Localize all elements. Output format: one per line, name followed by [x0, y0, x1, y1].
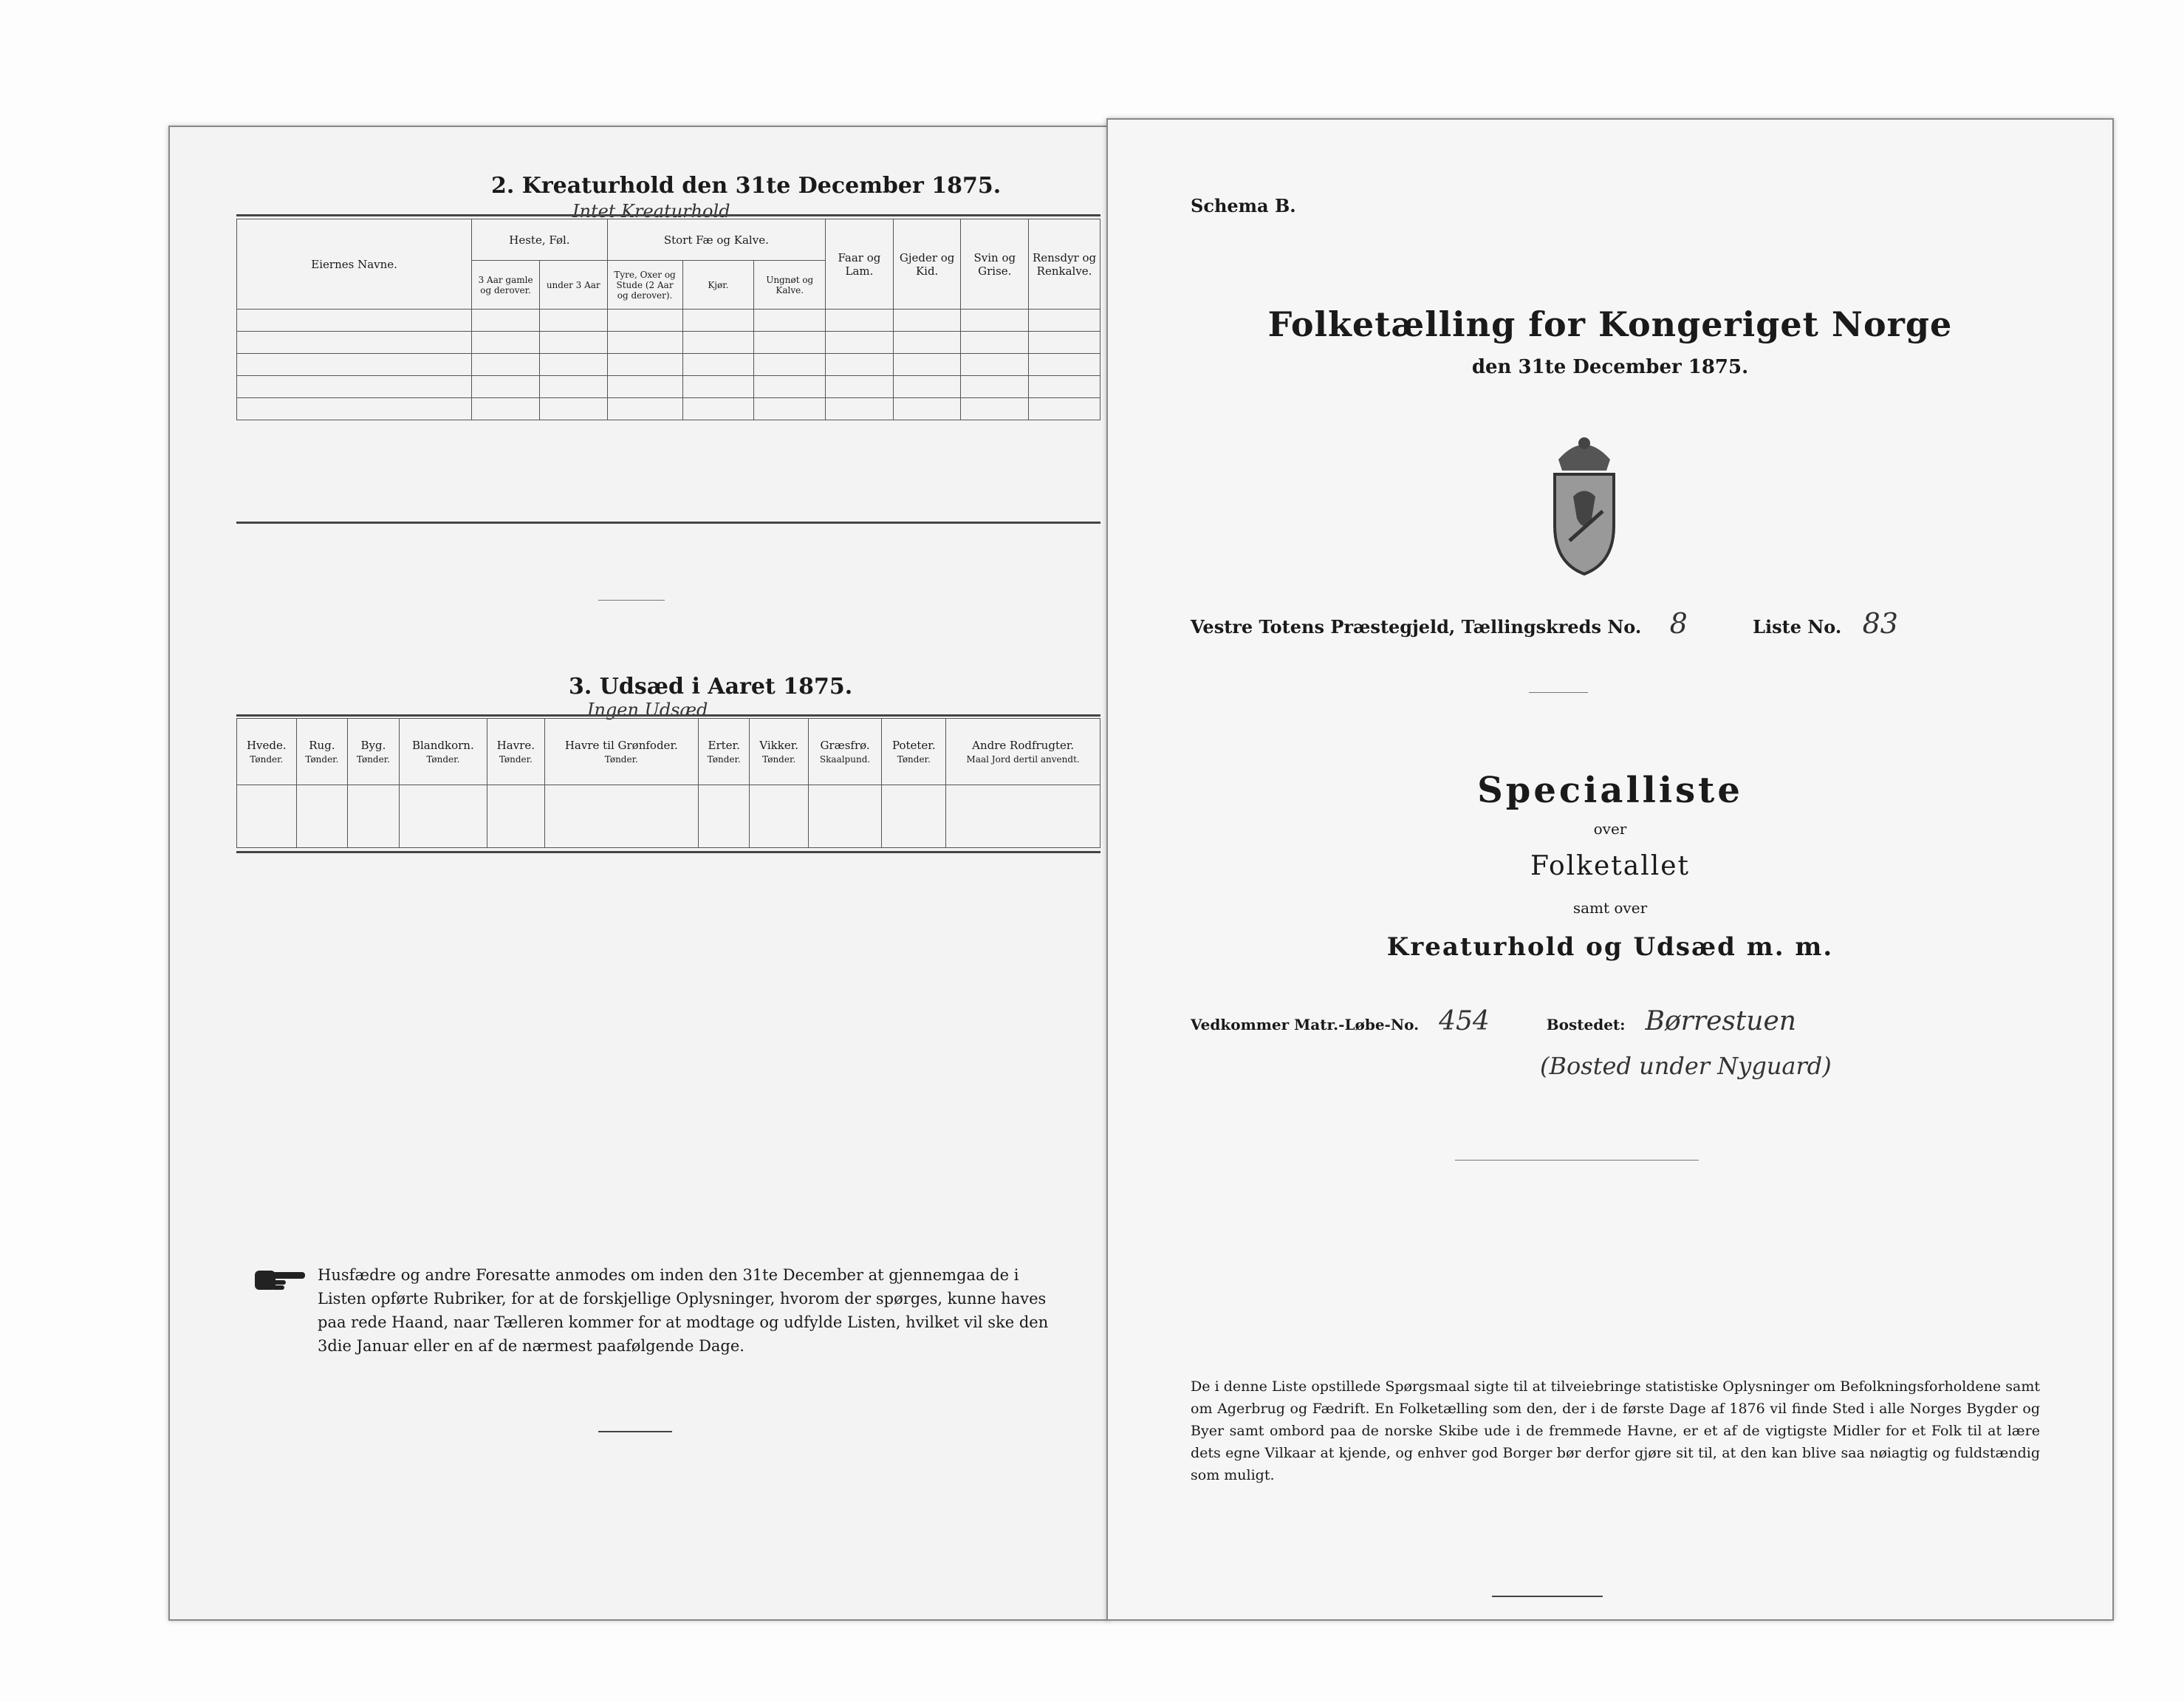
prestegjeld-line — [1191, 607, 2077, 640]
unit-vikker: Tønder. — [762, 753, 796, 765]
ungnot-header: Ungnøt og Kalve. — [766, 274, 814, 295]
heste-3aar-header: 3 Aar gamle og derover. — [478, 274, 533, 295]
unit-erter: Tønder. — [707, 753, 741, 765]
schema-label: Schema B. — [1191, 195, 1296, 216]
kreaturhold-title: Kreaturhold og Udsæd m. m. — [1386, 932, 1834, 962]
kjor-header: Kjør. — [708, 279, 729, 290]
census-title: Folketælling for Kongeriget Norge — [1267, 304, 1953, 344]
footer-explanation: De i denne Liste opstillede Spørgsmaal sigte til at tilveiebringe statistiske Oplysninger om Befolkningsforholdene samt om Agerbrug og Fædrift. En Folketælling som den, der i de første Dage af 1876 vil finde Sted i alle Norges Bygder og Byer samt ombord paa de norske Skibe ude i de fremmede Havne, er et af de vigtigste Midler for et Folk til at lære dets egne Vilkaar at kjende, og enhver god Borger bør derfor gjøre sit til, at den kan blive saa nøiagtig og fuldstændig som muligt. — [1191, 1378, 2040, 1483]
bosted-value: Børrestuen — [1645, 1006, 1796, 1036]
section2-handwritten-note: Intet Kreaturhold — [572, 201, 730, 222]
samt-over-text: samt over — [1572, 899, 1648, 917]
svin-header: Svin og Grise. — [973, 250, 1016, 278]
notice-text: Husfædre og andre Foresatte anmodes om inden den 31te December at gjennemgaa de i Listen opførte Rubriker, for at de forskjellige Oplysninger, hvorom der spørges, kunne haves paa rede Haand, naar Tælleren kommer for at modtage og udfylde Listen, hvilket vil ske den 3die Januar eller en af de nærmest paafølgende Dage. — [318, 1266, 1049, 1355]
seed-table — [236, 718, 1100, 848]
col-erter: Erter. — [708, 738, 740, 752]
col-hvede: Hvede. — [246, 738, 287, 752]
folketallet-title: Folketallet — [1530, 851, 1691, 881]
tyre-header: Tyre, Oxer og Stude (2 Aar og derover). — [614, 269, 676, 301]
col-andre-rodfrugter: Andre Rodfrugter. — [972, 738, 1075, 752]
section3-handwritten-note: Ingen Udsæd — [587, 700, 708, 720]
section3-title: 3. Udsæd i Aaret 1875. — [569, 674, 853, 700]
livestock-table — [236, 219, 1100, 420]
unit-rug: Tønder. — [305, 753, 339, 765]
census-date: den 31te December 1875. — [1471, 356, 1749, 378]
unit-poteter: Tønder. — [897, 753, 931, 765]
unit-graesfro: Skaalpund. — [819, 753, 871, 765]
heste-under3-header: under 3 Aar — [546, 279, 600, 290]
unit-andre-rodfrugter: Maal Jord dertil anvendt. — [966, 753, 1080, 765]
bosted-note: (Bosted under Nyguard) — [1540, 1052, 1832, 1080]
liste-label: Liste No. — [1753, 616, 1842, 638]
col-blandkorn: Blandkorn. — [411, 738, 474, 752]
over-text: over — [1593, 820, 1627, 838]
col-byg: Byg. — [360, 738, 386, 752]
kreds-number: 8 — [1669, 607, 1688, 640]
coat-of-arms-icon — [1529, 430, 1640, 578]
matr-number: 454 — [1439, 1006, 1490, 1036]
stort-fae-header: Stort Fæ og Kalve. — [663, 233, 769, 247]
right-page — [1106, 118, 2114, 1621]
liste-number: 83 — [1862, 607, 1898, 640]
left-page — [168, 126, 1109, 1621]
col-vikker: Vikker. — [759, 738, 799, 752]
section2-title: 2. Kreaturhold den 31te December 1875. — [491, 173, 1002, 199]
unit-havre: Tønder. — [499, 753, 533, 765]
unit-byg: Tønder. — [356, 753, 390, 765]
col-havre-gronfoder: Havre til Grønfoder. — [564, 738, 678, 752]
unit-hvede: Tønder. — [250, 753, 284, 765]
specialliste-title: Specialliste — [1477, 770, 1743, 811]
heste-header: Heste, Føl. — [509, 233, 570, 247]
prestegjeld-label: Vestre Totens Præstegjeld, Tællingskreds No. — [1191, 616, 1642, 638]
col-graesfro: Græsfrø. — [820, 738, 870, 752]
matr-line — [1191, 1006, 2077, 1036]
unit-havre-gronfoder: Tønder. — [604, 753, 638, 765]
rensdyr-header: Rensdyr og Renkalve. — [1032, 250, 1097, 278]
faar-header: Faar og Lam. — [838, 250, 881, 278]
col-rug: Rug. — [309, 738, 335, 752]
gjeder-header: Gjeder og Kid. — [899, 250, 955, 278]
pointing-hand-icon — [255, 1265, 307, 1294]
col-havre: Havre. — [496, 738, 535, 752]
unit-blandkorn: Tønder. — [426, 753, 460, 765]
matr-label: Vedkommer Matr.-Løbe-No. — [1191, 1016, 1420, 1033]
col-poteter: Poteter. — [891, 738, 936, 752]
bosted-label: Bostedet: — [1546, 1016, 1626, 1033]
owner-column-header: Eiernes Navne. — [311, 257, 397, 271]
